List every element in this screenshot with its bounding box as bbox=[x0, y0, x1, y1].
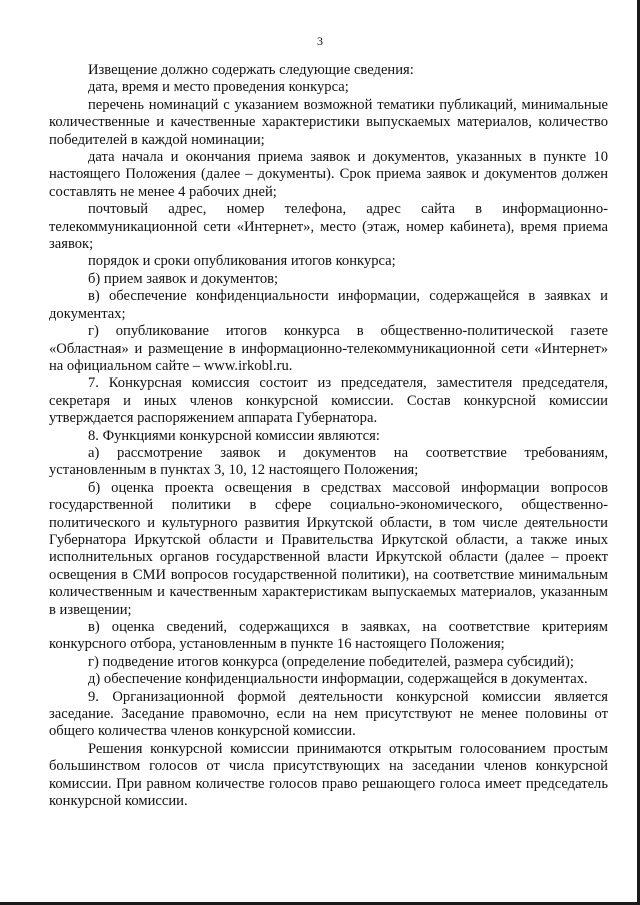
page-number: 3 bbox=[317, 34, 323, 48]
paragraph: а) рассмотрение заявок и документов на соответствие требованиям, установленным в пунктах 3, 10, 12 настоящего Положения; bbox=[49, 444, 608, 479]
paragraph: Извещение должно содержать следующие сведения: bbox=[88, 62, 414, 78]
document-body bbox=[49, 62, 608, 810]
paragraph: б) оценка проекта освещения в средствах массовой информации вопросов государственной политики в сфере социально-экономического, общественно-политического и культурного развития Иркутской области, в том числе деятельности Губернатора Иркутской области и Правительства Иркутской области, а также иных исполнительных органов государственной власти Иркутской области (далее – проект освещения в СМИ вопросов государственной политики), на соответствие минимальным количественным и качественным характеристикам выпускаемых материалов, указанным в извещении; bbox=[49, 479, 608, 618]
paragraph: г) подведение итогов конкурса (определение победителей, размера субсидий); bbox=[88, 653, 574, 670]
paragraph: в) оценка сведений, содержащихся в заявках, на соответствие критериям конкурсного отбора, установленным в пункте 16 настоящего Положения; bbox=[49, 619, 608, 653]
paragraph: Решения конкурсной комиссии принимаются открытым голосованием простым большинством голосов от числа присутствующих на заседании членов конкурсной комиссии. При равном количестве голосов право решающего голоса имеет председатель конкурсной комиссии. bbox=[49, 740, 608, 810]
paragraph: в) обеспечение конфиденциальности информации, содержащейся в заявках и документах; bbox=[49, 288, 608, 322]
paragraph: дата начала и окончания приема заявок и документов, указанных в пункте 10 настоящего Положения (далее – документы). Срок приема заявок и документов должен составлять не менее 4 рабочих дней; bbox=[49, 149, 608, 200]
paragraph: перечень номинаций с указанием возможной тематики публикаций, минимальные количественные и качественные характеристики выпускаемых материалов, количество победителей в каждой номинации; bbox=[49, 96, 608, 148]
paragraph: дата, время и место проведения конкурса; bbox=[88, 79, 349, 96]
paragraph: порядок и сроки опубликования итогов конкурса; bbox=[88, 253, 396, 270]
paragraph: б) прием заявок и документов; bbox=[88, 270, 279, 287]
paragraph: почтовый адрес, номер телефона, адрес сайта в информационно-телекоммуникационной сети «Интернет», место (этаж, номер кабинета), время приема заявок; bbox=[49, 201, 608, 253]
paragraph: д) обеспечение конфиденциальности информации, содержащейся в документах. bbox=[88, 671, 588, 688]
paragraph: г) опубликование итогов конкурса в общественно-политической газете «Областная» и размещение в информационно-телекоммуникационной сети «Интернет» на официальном сайте – www.irkobl.ru. bbox=[49, 323, 608, 374]
paragraph: 9. Организационной формой деятельности конкурсной комиссии является заседание. Заседание правомочно, если на нем присутствуют не менее половины от общего количества членов конкурсной комиссии. bbox=[49, 688, 608, 740]
paragraph: 7. Конкурсная комиссия состоит из председателя, заместителя председателя, секретаря и иных членов конкурсной комиссии. Состав конкурсной комиссии утверждается распоряжением аппарата Губернатора. bbox=[49, 375, 608, 427]
paragraph: 8. Функциями конкурсной комиссии являются: bbox=[88, 427, 380, 444]
